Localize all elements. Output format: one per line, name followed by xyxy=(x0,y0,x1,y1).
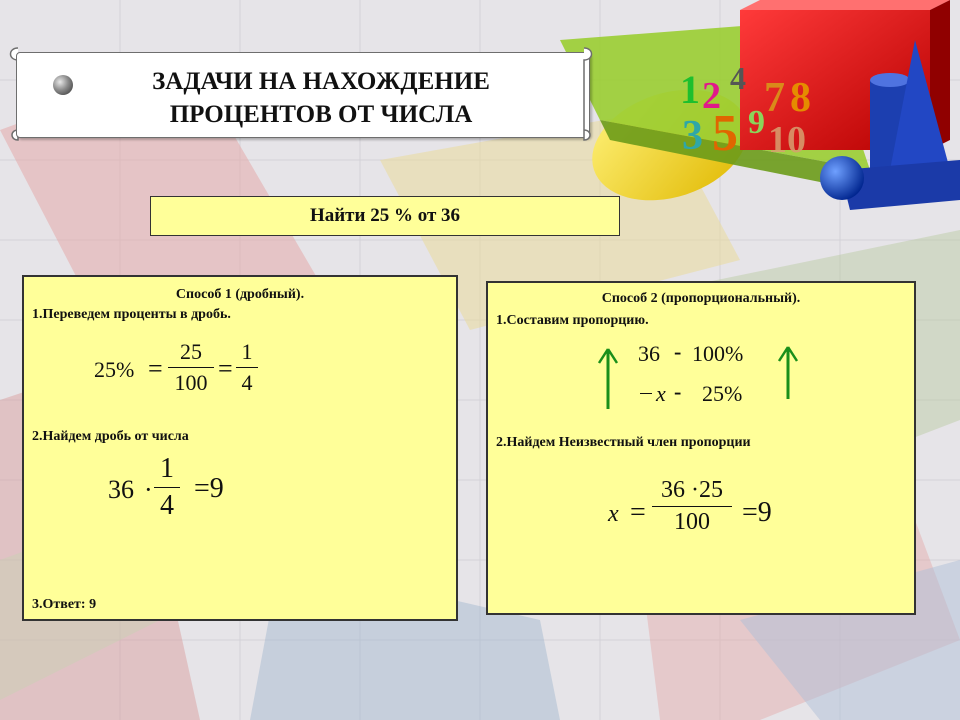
eq1-equals-a: = xyxy=(148,354,163,383)
proportion-dash: - xyxy=(674,379,682,404)
up-arrow-icon xyxy=(776,345,800,401)
title-banner xyxy=(6,44,596,144)
method-1-step-2: 2.Найдем дробь от числа xyxy=(32,429,189,444)
digit: 5 xyxy=(712,105,738,162)
eq2-dot: · xyxy=(144,475,153,504)
decorative-digits xyxy=(672,60,832,170)
digit: 9 xyxy=(748,104,765,141)
method-1-step-1: 1.Переведем проценты в дробь. xyxy=(32,307,231,322)
method-2-step-2: 2.Найдем Неизвестный член пропорции xyxy=(496,435,751,450)
fraction-1-4-large xyxy=(154,453,180,522)
method-2-panel xyxy=(486,281,916,615)
digit: 8 xyxy=(790,75,811,121)
fraction-36x25-100 xyxy=(652,477,732,536)
digit: 10 xyxy=(768,119,806,161)
fraction-bar xyxy=(236,367,258,368)
fraction-numerator: 1 xyxy=(160,453,174,484)
title-line-2: ПРОЦЕНТОВ ОТ ЧИСЛА xyxy=(169,101,473,128)
method-1-answer: 3.Ответ: 9 xyxy=(32,597,97,612)
proportion-underline xyxy=(640,393,652,394)
proportion-value: 25% xyxy=(702,381,743,406)
title-panel xyxy=(16,52,590,138)
fraction-bar xyxy=(652,506,732,507)
digit: 4 xyxy=(730,60,746,96)
eq1-left: 25% xyxy=(94,357,135,382)
fraction-bar xyxy=(154,487,180,488)
up-arrow-icon xyxy=(596,347,620,411)
proportion-value: 100% xyxy=(692,341,744,366)
fraction-denominator: 100 xyxy=(174,370,208,395)
method-1-title: Способ 1 (дробный). xyxy=(175,287,305,302)
fraction-1-4 xyxy=(236,339,258,396)
fraction-numerator: 36 ·25 xyxy=(661,477,723,503)
equation-result: =9 xyxy=(742,497,772,528)
digit: 3 xyxy=(682,113,703,159)
eq2-result: =9 xyxy=(194,473,224,504)
fraction-bar xyxy=(168,367,214,368)
fraction-denominator: 4 xyxy=(160,490,174,521)
title-line-1: ЗАДАЧИ НА НАХОЖДЕНИЕ xyxy=(152,68,490,95)
page-title xyxy=(81,65,561,131)
fraction-denominator: 4 xyxy=(241,370,253,395)
digit: 1 xyxy=(680,67,700,112)
fraction-25-100 xyxy=(168,339,214,396)
eq2-left: 36 xyxy=(108,475,134,504)
method-1-panel xyxy=(22,275,458,621)
fraction-numerator: 1 xyxy=(241,339,253,364)
method-2-title: Способ 2 (пропорциональный). xyxy=(601,291,801,306)
digit: 7 xyxy=(764,75,785,121)
task-statement: Найти 25 % от 36 xyxy=(150,196,620,236)
fraction-denominator: 100 xyxy=(674,509,710,535)
proportion-dash: - xyxy=(674,339,682,364)
bullet-icon xyxy=(53,75,73,95)
digit: 2 xyxy=(702,75,721,117)
eq1-equals-b: = xyxy=(218,354,233,383)
equation-unknown: x xyxy=(608,501,619,527)
fraction-numerator: 25 xyxy=(180,339,202,364)
equation-equals: = xyxy=(630,497,646,528)
proportion-unknown: x xyxy=(656,381,666,406)
method-2-step-1: 1.Составим пропорцию. xyxy=(496,313,649,328)
proportion-value: 36 xyxy=(638,341,660,366)
scroll-curl-right xyxy=(578,44,596,144)
